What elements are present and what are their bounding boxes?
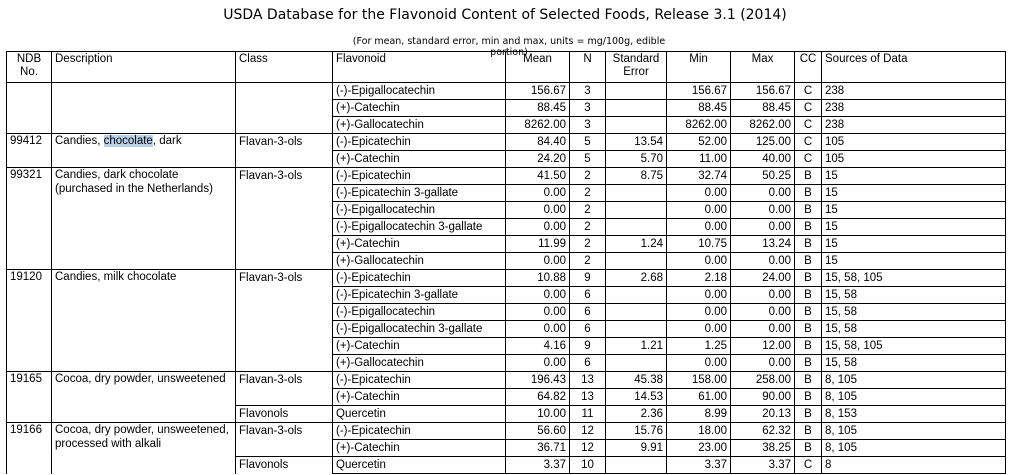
cell-cc: C: [795, 100, 822, 117]
header-flavonoid: Flavonoid: [333, 52, 506, 83]
cell-standard-error: 2.36: [606, 406, 667, 423]
cell-max: 88.45: [731, 100, 795, 117]
cell-flavonoid: (+)-Catechin: [333, 389, 506, 406]
cell-mean: 0.00: [506, 185, 570, 202]
cell-mean: 0.00: [506, 253, 570, 270]
cell-standard-error: [606, 355, 667, 372]
cell-cc: B: [795, 355, 822, 372]
search-highlight: chocolate: [103, 135, 153, 147]
cell-n: 6: [570, 304, 606, 321]
cell-mean: 41.50: [506, 168, 570, 185]
cell-n: 2: [570, 185, 606, 202]
cell-sources: 238: [822, 100, 1006, 117]
cell-cc: B: [795, 270, 822, 287]
cell-max: 0.00: [731, 219, 795, 236]
cell-n: 2: [570, 219, 606, 236]
header-max: Max: [731, 52, 795, 83]
cell-flavonoid: (+)-Catechin: [333, 236, 506, 253]
document-title: USDA Database for the Flavonoid Content of Selected Foods, Release 3.1 (2014): [223, 7, 787, 23]
cell-sources: 238: [822, 117, 1006, 134]
cell-flavonoid: (+)-Catechin: [333, 151, 506, 168]
cell-flavonoid: (-)-Epicatechin 3-gallate: [333, 287, 506, 304]
header-mean: Mean: [506, 52, 570, 83]
cell-flavonoid: (-)-Epicatechin 3-gallate: [333, 185, 506, 202]
cell-cc: B: [795, 236, 822, 253]
cell-standard-error: [606, 100, 667, 117]
cell-standard-error: 14.53: [606, 389, 667, 406]
cell-n: 10: [570, 457, 606, 474]
cell-description: [52, 83, 236, 134]
cell-min: 0.00: [667, 304, 731, 321]
cell-standard-error: [606, 287, 667, 304]
cell-n: 13: [570, 372, 606, 389]
cell-n: 13: [570, 389, 606, 406]
cell-cc: B: [795, 253, 822, 270]
cell-min: 0.00: [667, 185, 731, 202]
cell-min: 52.00: [667, 134, 731, 151]
cell-sources: 8, 153: [822, 406, 1006, 423]
header-class: Class: [236, 52, 333, 83]
cell-mean: 196.43: [506, 372, 570, 389]
cell-min: 10.75: [667, 236, 731, 253]
cell-cc: C: [795, 151, 822, 168]
cell-description: [52, 134, 236, 168]
cell-cc: C: [795, 134, 822, 151]
cell-flavonoid: Quercetin: [333, 406, 506, 423]
cell-n: 2: [570, 202, 606, 219]
cell-max: 12.00: [731, 338, 795, 355]
cell-cc: B: [795, 202, 822, 219]
cell-class: Flavan-3-ols: [236, 423, 333, 457]
cell-standard-error: 15.76: [606, 423, 667, 440]
cell-ndb: 99412: [7, 134, 52, 168]
cell-max: 50.25: [731, 168, 795, 185]
cell-standard-error: [606, 304, 667, 321]
cell-n: 12: [570, 440, 606, 457]
cell-max: 0.00: [731, 321, 795, 338]
cell-description: Cocoa, dry powder, unsweetened: [52, 372, 236, 423]
cell-mean: 88.45: [506, 100, 570, 117]
cell-standard-error: 5.70: [606, 151, 667, 168]
cell-mean: 156.67: [506, 83, 570, 100]
cell-cc: B: [795, 406, 822, 423]
cell-mean: 0.00: [506, 304, 570, 321]
cell-sources: 8, 105: [822, 440, 1006, 457]
header-cc: CC: [795, 52, 822, 83]
cell-standard-error: 1.24: [606, 236, 667, 253]
cell-min: 158.00: [667, 372, 731, 389]
cell-min: 1.25: [667, 338, 731, 355]
cell-mean: 4.16: [506, 338, 570, 355]
cell-max: 0.00: [731, 304, 795, 321]
cell-max: 40.00: [731, 151, 795, 168]
units-note: (For mean, standard error, min and max, units = mg/100g, edible portion): [352, 36, 666, 58]
table-row: [7, 423, 1006, 440]
cell-standard-error: [606, 83, 667, 100]
cell-sources: 15: [822, 185, 1006, 202]
cell-max: 0.00: [731, 355, 795, 372]
cell-flavonoid: (+)-Catechin: [333, 338, 506, 355]
cell-sources: 15, 58: [822, 287, 1006, 304]
cell-sources: 105: [822, 134, 1006, 151]
cell-flavonoid: (-)-Epicatechin: [333, 372, 506, 389]
cell-sources: 8: [822, 457, 1006, 474]
cell-n: 5: [570, 134, 606, 151]
cell-mean: 8262.00: [506, 117, 570, 134]
cell-mean: 0.00: [506, 287, 570, 304]
cell-class: Flavan-3-ols: [236, 372, 333, 406]
cell-mean: 64.82: [506, 389, 570, 406]
cell-cc: B: [795, 219, 822, 236]
cell-cc: B: [795, 440, 822, 457]
cell-cc: B: [795, 287, 822, 304]
cell-standard-error: [606, 185, 667, 202]
cell-flavonoid: (-)-Epigallocatechin 3-gallate: [333, 321, 506, 338]
cell-sources: 15: [822, 219, 1006, 236]
table-row: [7, 83, 1006, 100]
cell-class: Flavonols: [236, 457, 333, 474]
cell-min: 0.00: [667, 287, 731, 304]
header-min: Min: [667, 52, 731, 83]
cell-flavonoid: (-)-Epicatechin: [333, 270, 506, 287]
cell-min: 23.00: [667, 440, 731, 457]
cell-min: 3.37: [667, 457, 731, 474]
cell-cc: B: [795, 338, 822, 355]
cell-ndb: 99321: [7, 168, 52, 270]
cell-mean: 56.60: [506, 423, 570, 440]
cell-standard-error: 9.91: [606, 440, 667, 457]
cell-sources: 8, 105: [822, 423, 1006, 440]
cell-flavonoid: (+)-Catechin: [333, 440, 506, 457]
cell-standard-error: 2.68: [606, 270, 667, 287]
header-sources: Sources of Data: [822, 52, 1006, 83]
cell-mean: 10.88: [506, 270, 570, 287]
cell-sources: 8, 105: [822, 372, 1006, 389]
cell-flavonoid: (+)-Gallocatechin: [333, 117, 506, 134]
cell-max: 38.25: [731, 440, 795, 457]
cell-max: 0.00: [731, 202, 795, 219]
cell-min: 8.99: [667, 406, 731, 423]
cell-min: 0.00: [667, 202, 731, 219]
cell-n: 5: [570, 151, 606, 168]
cell-class: Flavan-3-ols: [236, 134, 333, 168]
cell-sources: 15: [822, 236, 1006, 253]
header-ndb: NDB No.: [7, 52, 52, 83]
cell-mean: 0.00: [506, 219, 570, 236]
cell-n: 6: [570, 321, 606, 338]
cell-ndb: 19120: [7, 270, 52, 372]
cell-n: 11: [570, 406, 606, 423]
cell-class: Flavan-3-ols: [236, 168, 333, 270]
cell-n: 6: [570, 355, 606, 372]
cell-standard-error: 45.38: [606, 372, 667, 389]
cell-mean: 0.00: [506, 202, 570, 219]
cell-flavonoid: (+)-Gallocatechin: [333, 253, 506, 270]
cell-standard-error: [606, 219, 667, 236]
cell-cc: B: [795, 185, 822, 202]
cell-description: Candies, milk chocolate: [52, 270, 236, 372]
cell-max: 62.32: [731, 423, 795, 440]
cell-sources: 15, 58: [822, 355, 1006, 372]
cell-sources: 15: [822, 253, 1006, 270]
cell-max: 13.24: [731, 236, 795, 253]
table-row: [7, 372, 1006, 389]
cell-max: 8262.00: [731, 117, 795, 134]
table-row: [7, 270, 1006, 287]
table-row: [7, 168, 1006, 185]
cell-n: 12: [570, 423, 606, 440]
cell-description: Cocoa, dry powder, unsweetened, processed with alkali: [52, 423, 236, 474]
cell-min: 0.00: [667, 355, 731, 372]
cell-mean: 3.37: [506, 457, 570, 474]
cell-sources: 105: [822, 151, 1006, 168]
table-row: [7, 134, 1006, 151]
description-text: Candies,: [55, 135, 104, 147]
cell-standard-error: [606, 457, 667, 474]
cell-min: 8262.00: [667, 117, 731, 134]
header-description: Description: [52, 52, 236, 83]
cell-cc: B: [795, 168, 822, 185]
cell-class: Flavan-3-ols: [236, 270, 333, 372]
cell-mean: 84.40: [506, 134, 570, 151]
cell-sources: 15, 58: [822, 321, 1006, 338]
cell-flavonoid: (-)-Epicatechin: [333, 134, 506, 151]
cell-max: 90.00: [731, 389, 795, 406]
header-row: [7, 52, 1006, 83]
cell-flavonoid: (-)-Epigallocatechin: [333, 202, 506, 219]
cell-n: 9: [570, 338, 606, 355]
cell-class: Flavonols: [236, 406, 333, 423]
cell-cc: B: [795, 389, 822, 406]
cell-n: 9: [570, 270, 606, 287]
cell-mean: 10.00: [506, 406, 570, 423]
cell-max: 3.37: [731, 457, 795, 474]
cell-min: 11.00: [667, 151, 731, 168]
cell-min: 2.18: [667, 270, 731, 287]
cell-max: 125.00: [731, 134, 795, 151]
cell-n: 2: [570, 236, 606, 253]
cell-flavonoid: (+)-Gallocatechin: [333, 355, 506, 372]
cell-flavonoid: (-)-Epigallocatechin: [333, 304, 506, 321]
cell-min: 156.67: [667, 83, 731, 100]
cell-min: 61.00: [667, 389, 731, 406]
cell-min: 88.45: [667, 100, 731, 117]
cell-flavonoid: (-)-Epigallocatechin 3-gallate: [333, 219, 506, 236]
cell-standard-error: 13.54: [606, 134, 667, 151]
cell-class: [236, 83, 333, 134]
cell-min: 0.00: [667, 219, 731, 236]
cell-ndb: 19165: [7, 372, 52, 423]
cell-mean: 0.00: [506, 355, 570, 372]
cell-cc: C: [795, 117, 822, 134]
header-n: N: [570, 52, 606, 83]
cell-ndb: [7, 83, 52, 134]
cell-sources: 15: [822, 202, 1006, 219]
cell-max: 24.00: [731, 270, 795, 287]
cell-n: 3: [570, 83, 606, 100]
cell-max: 0.00: [731, 185, 795, 202]
cell-max: 0.00: [731, 253, 795, 270]
cell-standard-error: [606, 202, 667, 219]
cell-mean: 11.99: [506, 236, 570, 253]
cell-n: 3: [570, 117, 606, 134]
cell-flavonoid: (-)-Epicatechin: [333, 423, 506, 440]
cell-min: 32.74: [667, 168, 731, 185]
header-standard-error: Standard Error: [606, 52, 667, 83]
cell-cc: B: [795, 423, 822, 440]
flavonoid-table: [6, 51, 1006, 474]
cell-sources: 15, 58, 105: [822, 270, 1006, 287]
cell-standard-error: 8.75: [606, 168, 667, 185]
cell-description: Candies, dark chocolate (purchased in the Netherlands): [52, 168, 236, 270]
cell-flavonoid: (+)-Catechin: [333, 100, 506, 117]
cell-standard-error: 1.21: [606, 338, 667, 355]
cell-cc: C: [795, 83, 822, 100]
cell-cc: C: [795, 457, 822, 474]
cell-n: 2: [570, 253, 606, 270]
cell-standard-error: [606, 321, 667, 338]
cell-min: 0.00: [667, 253, 731, 270]
cell-flavonoid: (-)-Epicatechin: [333, 168, 506, 185]
table-body: [7, 83, 1006, 474]
cell-cc: B: [795, 304, 822, 321]
cell-n: 3: [570, 100, 606, 117]
description-text: , dark: [152, 135, 182, 147]
cell-min: 18.00: [667, 423, 731, 440]
cell-flavonoid: Quercetin: [333, 457, 506, 474]
cell-n: 6: [570, 287, 606, 304]
cell-n: 2: [570, 168, 606, 185]
cell-max: 0.00: [731, 287, 795, 304]
cell-sources: 15, 58, 105: [822, 338, 1006, 355]
cell-max: 156.67: [731, 83, 795, 100]
cell-min: 0.00: [667, 321, 731, 338]
cell-sources: 15: [822, 168, 1006, 185]
cell-sources: 8, 105: [822, 389, 1006, 406]
cell-ndb: 19166: [7, 423, 52, 474]
cell-flavonoid: (-)-Epigallocatechin: [333, 83, 506, 100]
cell-sources: 238: [822, 83, 1006, 100]
cell-sources: 15, 58: [822, 304, 1006, 321]
cell-cc: B: [795, 321, 822, 338]
cell-standard-error: [606, 253, 667, 270]
cell-standard-error: [606, 117, 667, 134]
cell-max: 20.13: [731, 406, 795, 423]
cell-mean: 36.71: [506, 440, 570, 457]
cell-mean: 24.20: [506, 151, 570, 168]
cell-cc: B: [795, 372, 822, 389]
cell-mean: 0.00: [506, 321, 570, 338]
cell-max: 258.00: [731, 372, 795, 389]
